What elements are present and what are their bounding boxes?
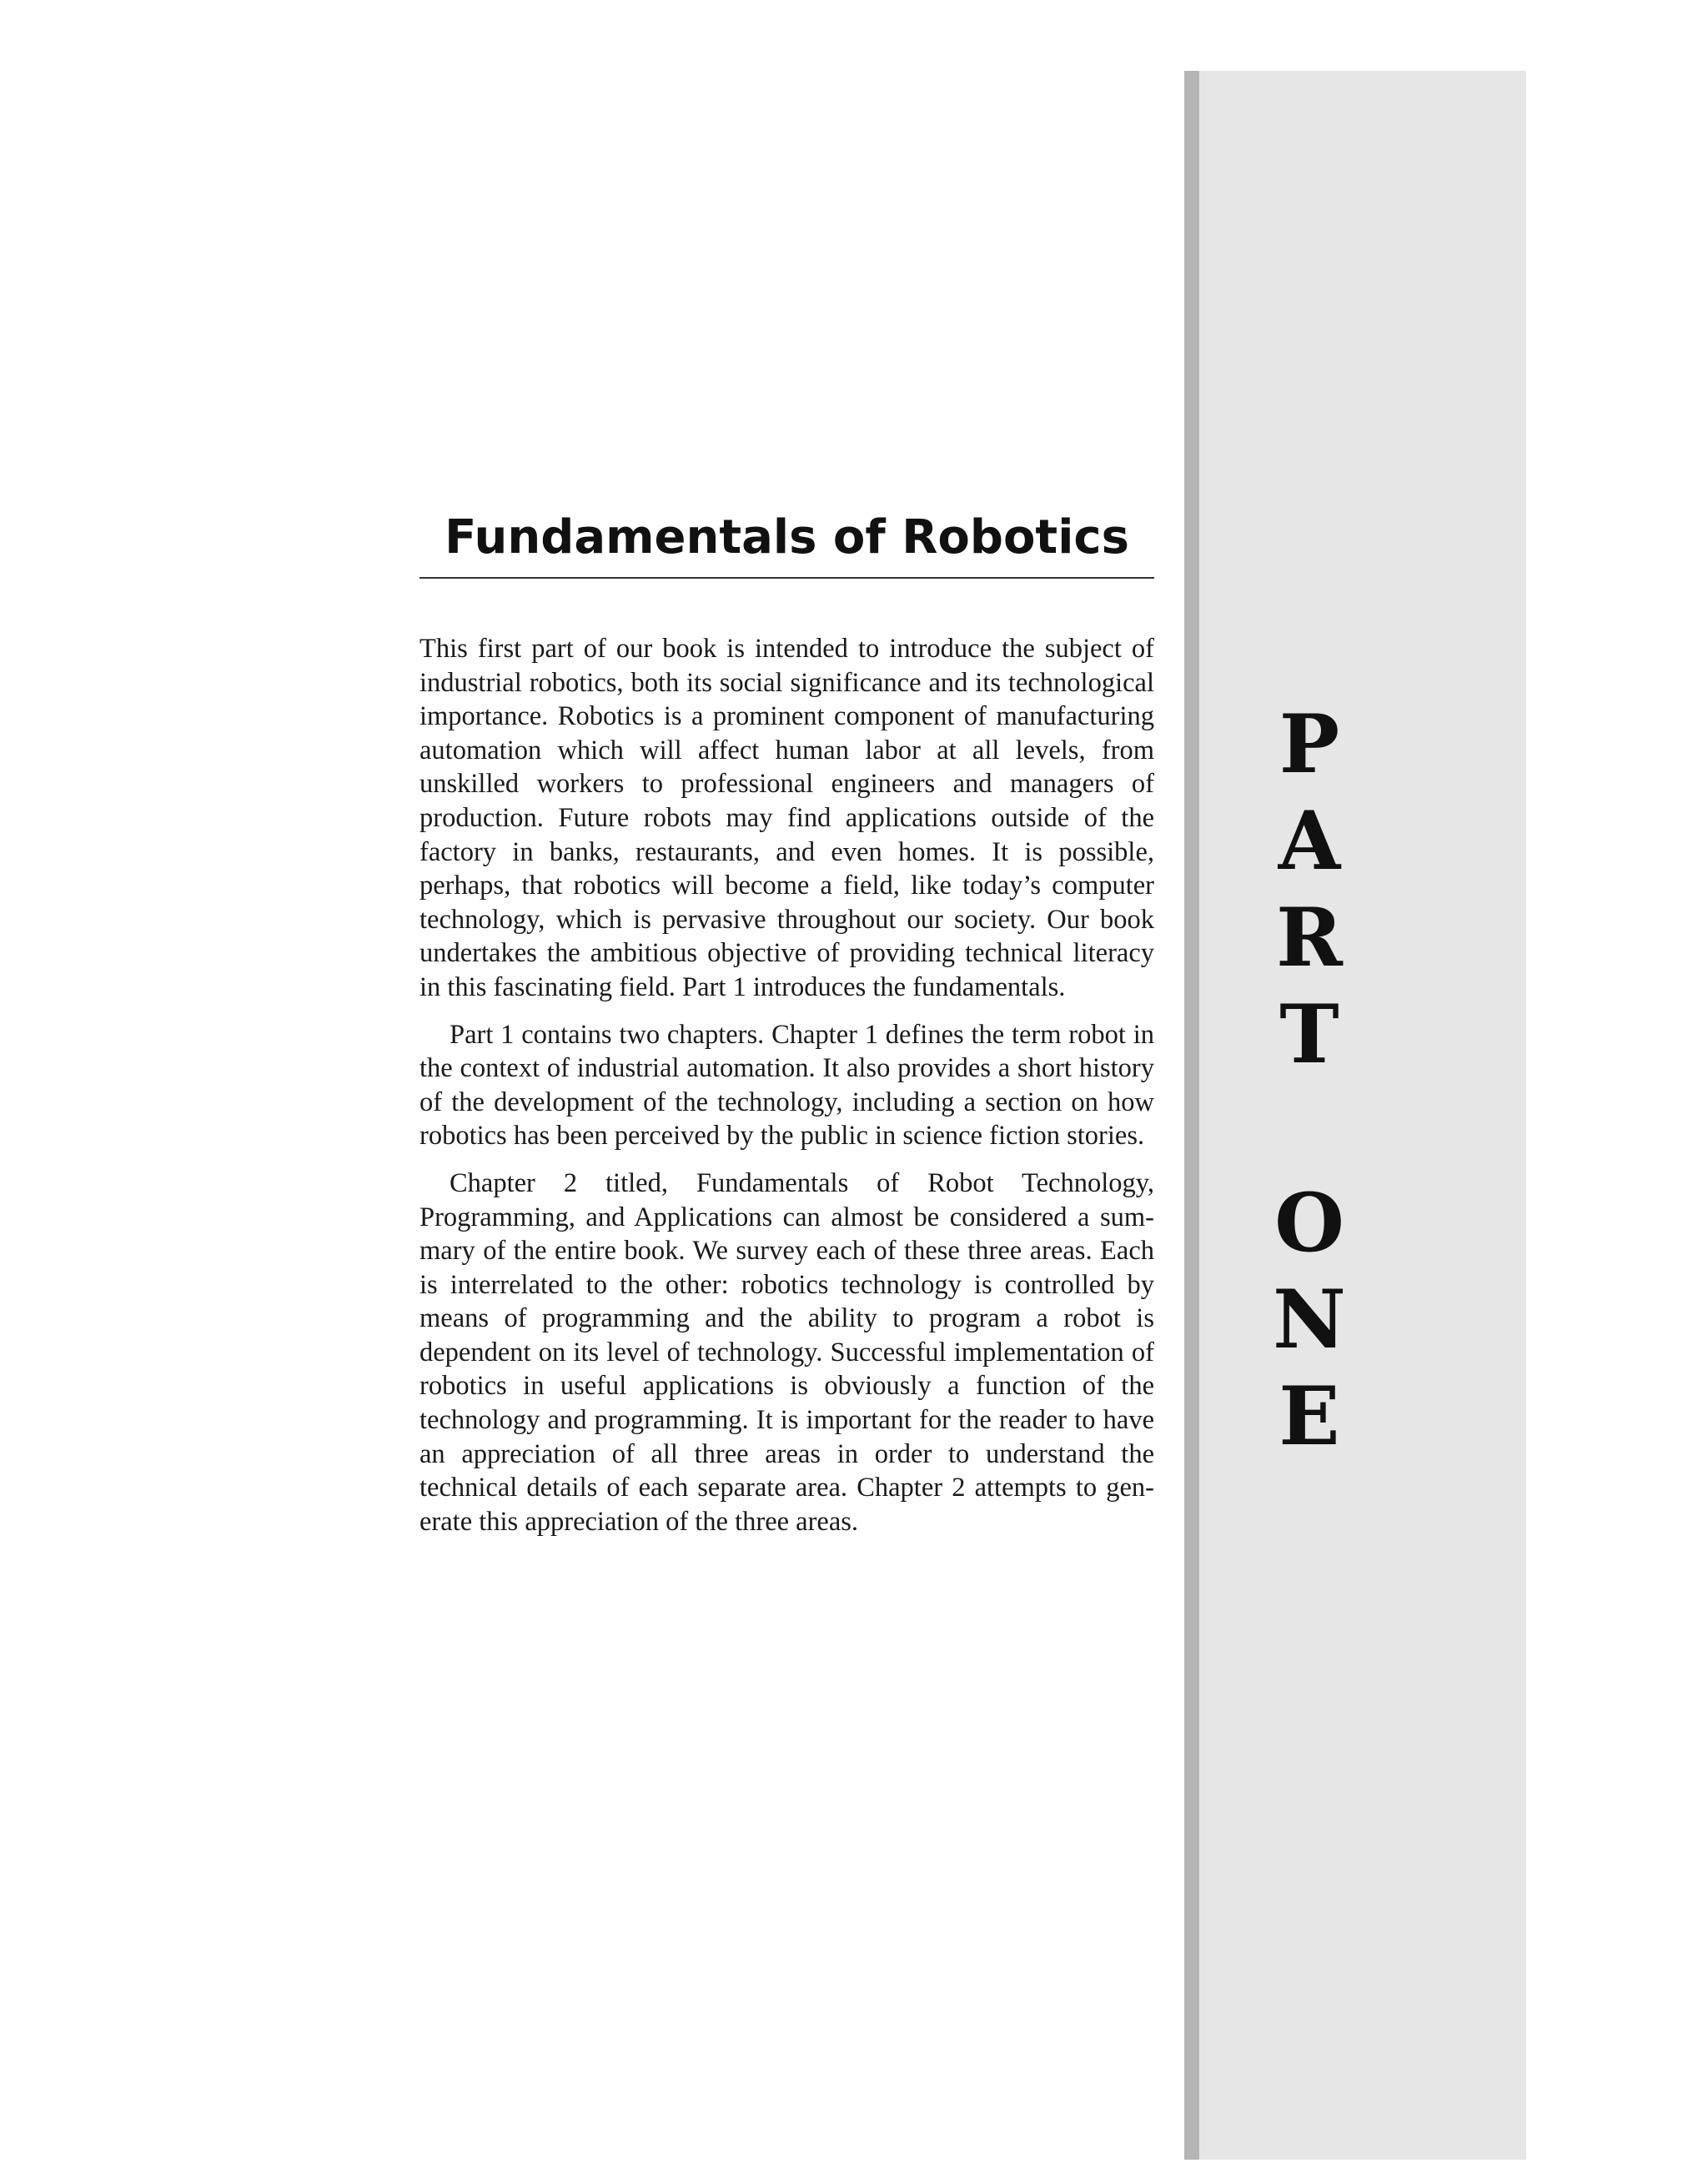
side-letter: O — [1274, 1176, 1344, 1270]
side-letter: E — [1278, 1369, 1340, 1463]
body-text — [419, 632, 1154, 1538]
part-one-label — [1234, 696, 1384, 1465]
side-letter: T — [1279, 987, 1339, 1081]
paragraph-intro: This first part of our book is intended to introduce the subject of industrial robotics, both its social significance and its technological importance. Robotics is a prominent component of manufacturing automation which will affect human labor at all levels, from unskilled workers to professional engineers and managers of production. Future robots may find applications outside of the factory in banks, restaurants, and even homes. It is possible, perhaps, that robotics will become a field, like today’s computer technology, which is pervasive throughout our society. Our book undertakes the ambitious objective of providing technical literacy in this fascinating field. Part 1 introduces the fundamentals. — [419, 634, 1154, 1002]
side-letter-gap — [1234, 1083, 1384, 1175]
side-band-edge — [1184, 71, 1199, 2160]
side-letter: N — [1273, 1272, 1346, 1367]
side-letter: A — [1278, 794, 1341, 888]
page-title: Fundamentals of Robotics — [419, 500, 1154, 579]
main-content — [419, 500, 1154, 1552]
side-letter: R — [1276, 891, 1343, 985]
paragraph-chapter-2: Chapter 2 titled, Fundamentals of Robot Technology, Programming, and Applications can almost be considered a sum-mary of the entire book. We survey each of these three areas. Each is interrelated to the other: robotics technology is controlled by means of programming and the ability to program a robot is dependent on its level of technology. Successful implementation of robotics in useful applications is obviously a function of the technology and programming. It is important for the reader to have an appreciation of all three areas in order to understand the technical details of each separate area. Chapter 2 attempts to gen-erate this appreciation of the three areas. — [419, 1167, 1154, 1537]
paragraph-chapter-1: Part 1 contains two chapters. Chapter 1 defines the term robot in the context of industrial automation. It also provides a short history of the development of the technology, including a section on how robotics has been perceived by the public in science fiction stories. — [419, 1019, 1154, 1152]
side-letter: P — [1278, 697, 1340, 791]
